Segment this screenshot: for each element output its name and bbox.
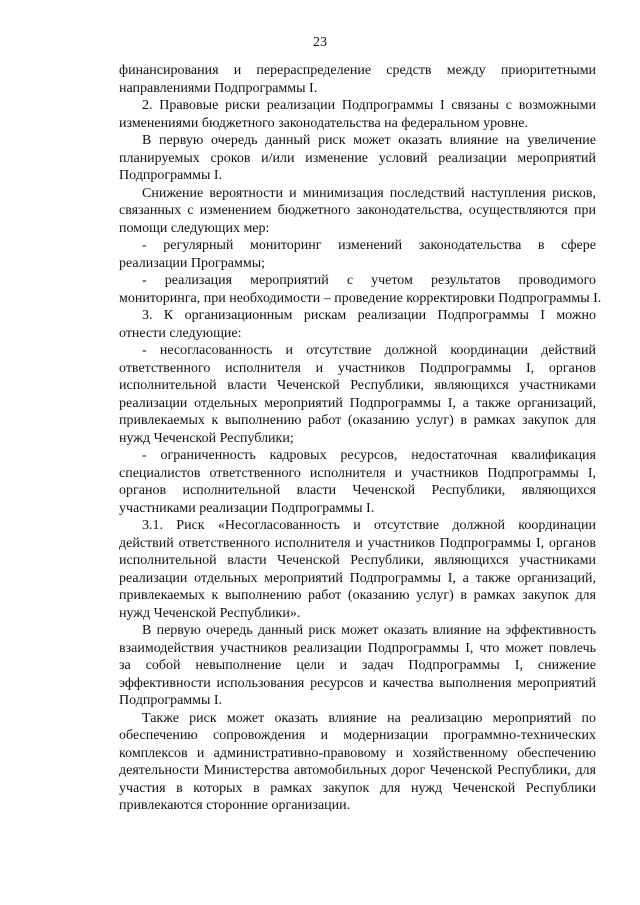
text-line: Снижение вероятности и минимизация последствий наступления рисков,: [142, 185, 596, 201]
text-line: привлекаются сторонние организации.: [119, 798, 351, 813]
text-line: - ограниченность кадровых ресурсов, недостаточная квалификация: [142, 448, 596, 463]
text-line: исполнительной власти Чеченской Республики, являющихся участниками: [119, 378, 596, 393]
text-line: за собой невыполнение цели и задач Подпрограммы I, снижение: [119, 658, 596, 673]
text-line: В первую очередь данный риск может оказать влияние на эффективность: [142, 623, 596, 638]
text-line: органов исполнительной власти Чеченской Республики, являющихся: [119, 483, 596, 498]
paragraph: [119, 97, 596, 132]
text-line: 2. Правовые риски реализации Подпрограммы I связаны с возможными: [142, 98, 596, 113]
text-line: реализации отдельных мероприятий Подпрограммы I, а также организаций,: [119, 395, 596, 411]
text-line: планируемых сроков и/или изменение условий реализации мероприятий: [119, 150, 596, 166]
paragraph: [119, 622, 596, 710]
text-line: нужд Чеченской Республики».: [119, 605, 301, 621]
paragraph: [119, 132, 596, 185]
paragraph: [119, 517, 596, 622]
text-line: участия в которых в рамках закупок для нужд Чеченской Республики: [119, 780, 596, 796]
text-line: 3.1. Риск «Несогласованность и отсутствие должной координации: [142, 518, 596, 533]
page-number: 23: [313, 35, 327, 50]
paragraph: [119, 62, 596, 97]
text-line: Также риск может оказать влияние на реализацию мероприятий по: [142, 710, 596, 726]
text-line: изменениями бюджетного законодательства на федеральном уровне.: [119, 115, 528, 131]
text-line: - несогласованность и отсутствие должной координации действий: [142, 343, 596, 358]
text-line: действий ответственного исполнителя и участников Подпрограммы I, органов: [119, 535, 596, 551]
paragraph: [119, 447, 596, 517]
text-line: исполнительной власти Чеченской Республики, являющихся участниками: [119, 553, 596, 568]
text-line: - регулярный мониторинг изменений законодательства в сфере: [142, 238, 596, 253]
text-line: эффективности использования ресурсов и качества выполнения мероприятий: [119, 675, 596, 691]
text-line: отнести следующие:: [119, 325, 242, 341]
text-line: направлениями Подпрограммы I.: [119, 80, 318, 96]
text-line: привлекаемых к выполнению работ (оказанию услуг) в рамках закупок для: [119, 413, 596, 428]
paragraph: [119, 710, 596, 815]
text-line: привлекаемых к выполнению работ (оказанию услуг) в рамках закупок для: [119, 588, 596, 603]
text-line: комплексов и административно-правовому и хозяйственному обеспечению: [119, 745, 596, 761]
paragraph: [119, 307, 596, 342]
paragraph: [119, 237, 596, 272]
text-line: В первую очередь данный риск может оказать влияние на увеличение: [142, 133, 596, 148]
text-line: помощи следующих мер:: [119, 220, 270, 236]
text-line: связанных с изменением бюджетного законодательства, осуществляются при: [119, 203, 596, 218]
text-line: участниками реализации Подпрограммы I.: [119, 500, 375, 516]
paragraph: [119, 342, 596, 447]
text-line: Подпрограммы I.: [119, 168, 223, 183]
text-line: обеспечению сопровождения и модернизации программно-технических: [119, 728, 596, 743]
text-line: Подпрограммы I.: [119, 693, 223, 708]
text-line: реализации отдельных мероприятий Подпрограммы I, а также организаций,: [119, 570, 596, 586]
text-line: специалистов ответственного исполнителя и участников Подпрограммы I,: [119, 465, 596, 481]
paragraph: [119, 185, 596, 238]
text-line: ответственного исполнителя и участников Подпрограммы I, органов: [119, 360, 596, 376]
paragraph: [119, 272, 602, 307]
document-body: [119, 62, 602, 815]
text-line: мониторинга, при необходимости – проведение корректировки Подпрограммы I.: [119, 290, 602, 306]
text-line: деятельности Министерства автомобильных дорог Чеченской Республики, для: [119, 763, 596, 778]
text-line: реализации Программы;: [119, 255, 266, 271]
text-line: нужд Чеченской Республики;: [119, 430, 294, 446]
text-line: 3. К организационным рискам реализации Подпрограммы I можно: [142, 308, 596, 323]
text-line: взаимодействия участников реализации Подпрограммы I, что может повлечь: [119, 640, 596, 656]
text-line: финансирования и перераспределение средств между приоритетными: [119, 63, 596, 78]
text-line: - реализация мероприятий с учетом результатов проводимого: [142, 273, 596, 288]
